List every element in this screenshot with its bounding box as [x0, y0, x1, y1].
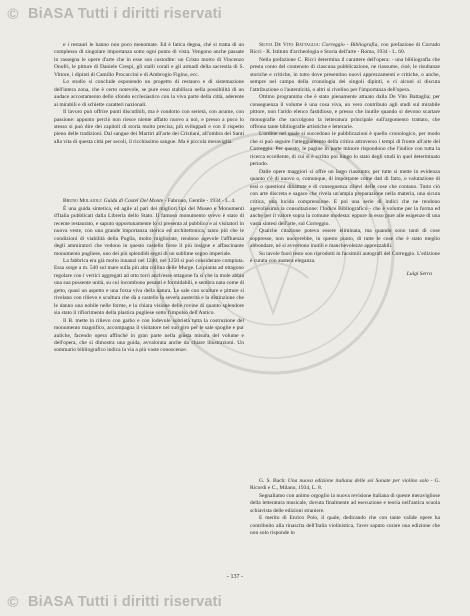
paragraph: Segnaliamo con animo orgoglio la nuova revisione italiana di queste meravigliose della letteratura musicale, dovuta finalmente ad esecuzione e teoria nell'antica scuola schiavista delle edizioni straniere. — [250, 492, 440, 514]
paragraph: Qualche citazione poteva essere eliminata, ma quando sono tanti di cose soppresse, non nuocerebbe, in questo punto, di tutte le cose che è stato meglio abbondare, né si avvertono inutili e manchevolezze apprezzabili. — [250, 228, 440, 250]
paragraph: Lo studio si conclude esponendo un progetto di restauro e di sistemazione dell'intera zona, che è certo notevole, se pure esso stabilisca nella possibilità di un audace accostamento dello sfondo ecclesiastico con la viva parte della città, aderente ai mirabili e di schiette caratteri nazionali. — [54, 79, 244, 108]
right-column — [250, 42, 440, 278]
lower-right-review — [250, 478, 440, 538]
bib-title: Guida di Castel Del Monte — [103, 198, 164, 205]
bibliographic-entry — [250, 42, 440, 57]
bib-author: G. S. Bach: — [259, 478, 286, 484]
bib-title: Correggio - Bibliografia, — [321, 42, 379, 48]
copyright-icon: © — [7, 5, 19, 23]
paragraph: L'ordine nel quale si succedono le pubblicazioni è quello cronologico, per modo che si può seguire l'atteggiamento della critica attraverso i tempi di fronte all'arte del Correggio. Per questo, le pagine in parte minore rispondono che l'indice con tutta la ricerca eccellente, di cui si è scritto poi lungo lo stato degli studi in quel determinato periodo. — [250, 131, 440, 168]
bib-author: Silvia De Vito Battaglia: — [259, 42, 320, 48]
paragraph: Ottimo programma che è stato pienamente attuato dalla De Vito Battaglia; per conseguenza il volume è una cosa viva, un vero contributo agli studi sul mirabile pittore, non l'arido elenco fastidioso, e presso che inutile quando si devono scartare monografie che raccolgono la letteratura principale sull'argomento trattato, che offrono tante bibliografie artistiche e letterarie. — [250, 94, 440, 130]
paragraph: Nella prefazione C. Ricci determina il carattere dell'opera: - una bibliografia che presta conto del contenuto di ciascuna pubblicazione, ne riassume, cioè, le risultanze storiche e critiche, in tutto dove presentino nuovi apprezzamenti e critiche, o anche, sempre nel campo della cronologia dei singoli dipinti, o ci alcuni si discuta l'attribuzione o l'autenticità, o altri si rivelino per l'importanza dell'opera. — [250, 56, 440, 93]
copyright-icon: © — [7, 593, 19, 611]
page-number: - 137 - — [227, 574, 243, 580]
bib-author: Bruno Molajoli: — [63, 198, 103, 205]
bib-details: con prefazione di Corrado Ricci - R. Istituto d'archeologia e Storia dell'arte - Roma, 1934 - L. 60. — [250, 42, 441, 56]
author-signature: Luigi Serra — [406, 270, 432, 277]
watermark-banner-top — [0, 0, 470, 28]
bibliographic-entry — [54, 198, 244, 205]
paragraph: La fabbrica era già molto innanzi nel 1240, nel 1250 si può considerare compiuta. Essa sorge a m. 540 sul mare sulla più alta collina delle Murge. La pianta ad ottagono regolare con i vertici aggregati ad otto torri anch'esse ottagone fa sì che la mole abbia una sua possente unità, su cui incombono pesanti e formidabili, e sembra nata come di getto, quasi un aspetto e una forza viva della natura. Le sale con sculture e pitture si rivelano con rilievo e scultura che dà a castello la severa austerità e la distinzione che le danno una nobile nelle forme, e la chiara visione delle rovine di quanto splendore sia stato il rifiorimento della plastica pugliese sotto l'impulso dell'Antico. — [54, 257, 245, 317]
spacer — [54, 146, 244, 198]
paragraph: E merito di Enrico Polo, il quale, dedicando che con tante valide opere ha contribuito alla rinascita dell'Italia violinistica, l'aver saputo curare una edizione che non solo risponde in — [250, 515, 440, 537]
bib-details: - G. Ricordi e C., Milano, 1934, L. 8. — [250, 478, 440, 492]
paragraph: Su tavole fuori testo son riprodotti in facsimili autografi del Correggio. L'edizione è curata con austera eleganza. — [250, 250, 440, 265]
bibliographic-entry — [250, 478, 440, 493]
banner-text: BiASA Tutti i diritti riservati — [28, 6, 222, 22]
paragraph: Dalle opere maggiori si offre un largo riassunto; per tutte si mette in evidenza quanto c'è di nuovo o, comunque, di importante come dati di fatto, o valutazione di essi o questioni dibattute e di conseguenza rilievi delle cose che contano. Tutto ciò con arte discreta e sagace che rivela un'ampia preparazione nella materia, una sicura critica, una lucida comprensione. E poi una serie di indici che ne rendono agevolissima la consultazione: l'Indice Bibliografico - che è volume per la forma ed anche per il valore sopra la comune modesta: eppure in esso pure alle esigenze di una vasta sintesi dell'arte, sul Correggio. — [250, 168, 440, 227]
paragraph: e i restauri le hanno non poco menomate. Ed è fatica degna, ché si tratta di un complesso di singolare importanza sotto ogni punto di vista. Vengono anche passate in rassegna le opere d'arte che in esse son custodite: un Cristo morto di Vincenzo Onofri, le pitture di Daniele Crespi, gli stalli corali e gli armadi della sacrestia di S. Vittore, i dipinti di Camillo Procaccini e di Ambrogio Figino, ecc. — [54, 42, 244, 78]
paragraph: È una guida sintetica, ed agile al pari dei migliori tipi del Museo e Monumenti d'Italia pubblicati dalla Libreria dello Stato. Il famoso monumento svevo è stato di recente restaurato, e saputo opportunamente lo si presenta al pubblico e ai visitatori in nuova veste, con una grande importanza storica ed architettonica, tanto più che le condizioni di viabilità della Puglia, molto migliorate, rendono agevole l'affluenza degli ammiratori che vedono in questo castello forse il più insigne e affascinante monumento pugliese, uno dei più splendidi segni di un sublime sogno imperiale. — [54, 205, 244, 257]
paragraph: Il lavoro può offrire punti discutibili, ma è condotto con serietà, con acume, con passione: appunto perciò non riesce niente affatto nuovo a noi, e presso a poco lo stesso si può dire dei capitoli di storia molto precisa, più sviluppati e con il rispetto pieno delle tradizioni. Dal sangue dei Martiri all'arte dei Cristiani, all'ombra dei Santi alla vita di questa città per secoli, il ricchissimo sangue. Ma è piccola meraviglia. — [54, 109, 244, 145]
left-column — [54, 42, 244, 355]
paragraph: Il B. mette in rilievo con garbo e con lodevole sobrietà tutta la costruzione del monumento magnifico, accompagna il visitatore nel suo giro per le sale spoglie e pur auliche, facendo opera affinché in gran parte nella giusta misura del volume e dell'opera, che si dimostra una guida, avvalorata anche da chiare illustrazioni. Un sommario bibliografico indica la via a più vaste conoscenze. — [54, 317, 244, 354]
banner-text: BiASA Tutti i diritti riservati — [28, 594, 222, 610]
bib-details: - Fabrono, Gentile - 1934 - L. 4. — [164, 198, 236, 205]
bib-title: Una nuova edizione italiana delle sei Sonate per violino solo — [287, 478, 429, 484]
